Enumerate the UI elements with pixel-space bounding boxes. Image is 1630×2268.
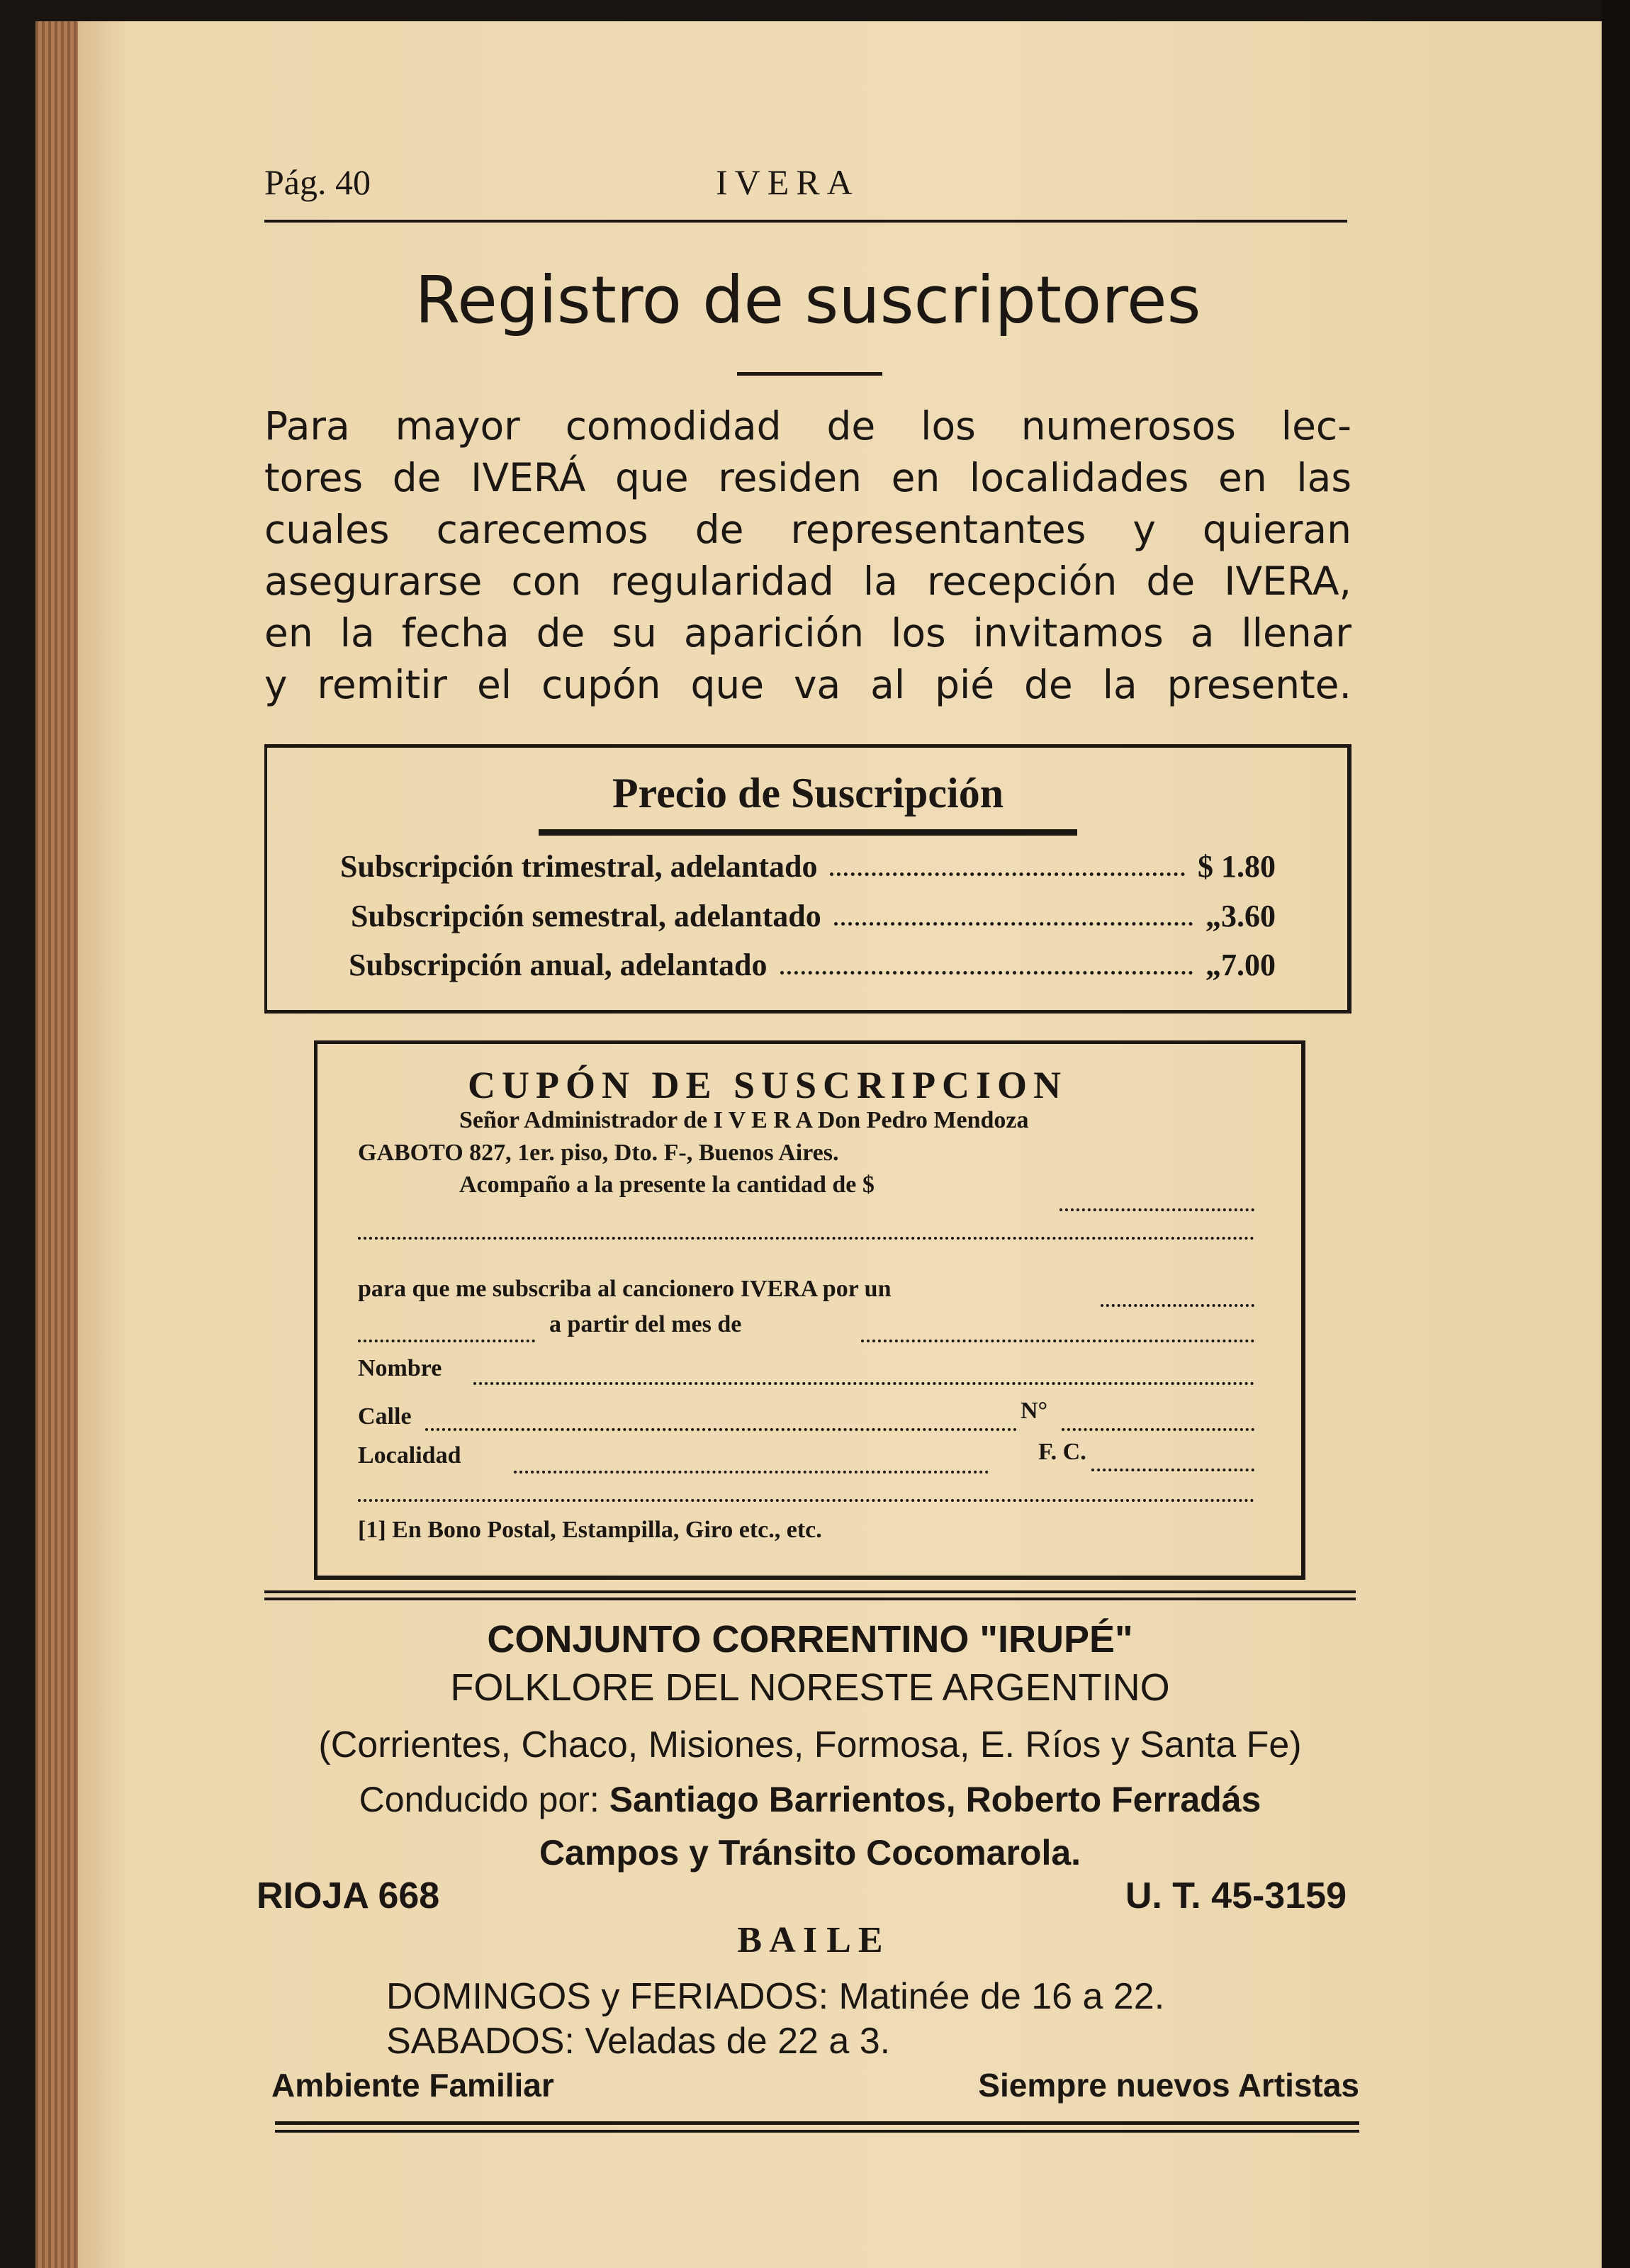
price-label: Subscripción semestral, adelantado: [351, 899, 821, 933]
ad-schedule-saturdays: SABADOS: Veladas de 22 a 3.: [386, 2021, 891, 2062]
ad-regions: (Corrientes, Chaco, Misiones, Formosa, E. Ríos y Santa Fe): [318, 1724, 1302, 1765]
period-field[interactable]: [1101, 1304, 1254, 1307]
price-row: [349, 947, 1276, 983]
header-rule: [264, 220, 1347, 223]
fc-field[interactable]: [1091, 1469, 1254, 1471]
magazine-name: IVERA: [716, 162, 860, 202]
page-number: Pág. 40: [264, 162, 371, 202]
amount-field[interactable]: [1060, 1208, 1254, 1211]
ad-directors-cont: Campos y Tránsito Cocomarola.: [539, 1833, 1081, 1873]
intro-line: en la fecha de su aparición los invitamos a llenar: [264, 610, 1351, 656]
section-rule: [264, 1590, 1356, 1593]
page-title: Registro de suscriptores: [415, 262, 1201, 338]
ad-group-name: CONJUNTO CORRENTINO "IRUPÉ": [487, 1618, 1133, 1661]
calle-field[interactable]: [425, 1428, 1017, 1431]
ad-event: B A I L E: [737, 1920, 883, 1960]
ad-schedule-sundays: DOMINGOS y FERIADOS: Matinée de 16 a 22.: [386, 1976, 1165, 2017]
extra-field[interactable]: [358, 1499, 1254, 1502]
dark-margin: [1602, 0, 1630, 2268]
pricing-title-underline: [539, 829, 1077, 836]
coupon-amount-label: Acompaño a la presente la cantidad de $: [459, 1172, 875, 1198]
intro-line: tores de IVERÁ que residen en localidades en las: [264, 455, 1351, 500]
pricing-title: Precio de Suscripción: [612, 770, 1004, 816]
intro-line: y remitir el cupón que va al pié de la presente.: [264, 662, 1351, 707]
coupon-addressee: Señor Administrador de I V E R A Don Pedro Mendoza: [459, 1107, 1029, 1133]
numero-label: N°: [1021, 1398, 1048, 1424]
ad-directors: [264, 1779, 1356, 1820]
bottom-rule: [275, 2130, 1359, 2133]
amount-words-field[interactable]: [358, 1237, 1254, 1240]
coupon-title: CUPÓN DE SUSCRIPCION: [468, 1064, 1068, 1106]
directed-label: Conducido por:: [359, 1780, 600, 1819]
price-label: Subscripción anual, adelantado: [349, 948, 768, 982]
nombre-field[interactable]: [473, 1382, 1254, 1385]
price-value: „3.60: [1205, 899, 1276, 933]
ad-tag-right: Siempre nuevos Artistas: [978, 2067, 1359, 2104]
localidad-label: Localidad: [358, 1442, 461, 1469]
ad-address: RIOJA 668: [257, 1875, 440, 1916]
intro-paragraph: [264, 400, 1351, 711]
bottom-rule: [275, 2121, 1359, 2125]
price-value: $ 1.80: [1198, 849, 1276, 884]
page-edges: [35, 21, 78, 2268]
section-rule: [264, 1598, 1356, 1600]
coupon-footnote: [1] En Bono Postal, Estampilla, Giro etc., etc.: [358, 1517, 822, 1543]
intro-line: asegurarse con regularidad la recepción de IVERA,: [264, 558, 1351, 604]
numero-field[interactable]: [1062, 1428, 1254, 1431]
coupon-period-label: para que me subscriba al cancionero IVERA por un: [358, 1276, 892, 1302]
calle-label: Calle: [358, 1403, 412, 1430]
price-label: Subscripción trimestral, adelantado: [340, 849, 818, 884]
intro-line: Para mayor comodidad de los numerosos lec-: [264, 403, 1351, 449]
price-value: „7.00: [1205, 948, 1276, 982]
localidad-field[interactable]: [514, 1471, 989, 1473]
period-extra-field[interactable]: [358, 1340, 535, 1342]
fc-label: F. C.: [1038, 1439, 1086, 1465]
coupon-address: GABOTO 827, 1er. piso, Dto. F-, Buenos Aires.: [358, 1140, 839, 1166]
ad-subtitle: FOLKLORE DEL NORESTE ARGENTINO: [450, 1666, 1170, 1709]
intro-line: cuales carecemos de representantes y quieran: [264, 507, 1351, 552]
coupon-start-label: a partir del mes de: [549, 1311, 742, 1337]
directors-names: Santiago Barrientos, Roberto Ferradás: [609, 1780, 1261, 1819]
nombre-label: Nombre: [358, 1355, 442, 1381]
title-rule: [737, 372, 882, 376]
ad-tag-left: Ambiente Familiar: [271, 2067, 554, 2104]
price-row: [351, 898, 1276, 934]
ad-phone: U. T. 45-3159: [1125, 1875, 1347, 1916]
start-month-field[interactable]: [861, 1340, 1254, 1342]
price-row: [340, 848, 1276, 885]
